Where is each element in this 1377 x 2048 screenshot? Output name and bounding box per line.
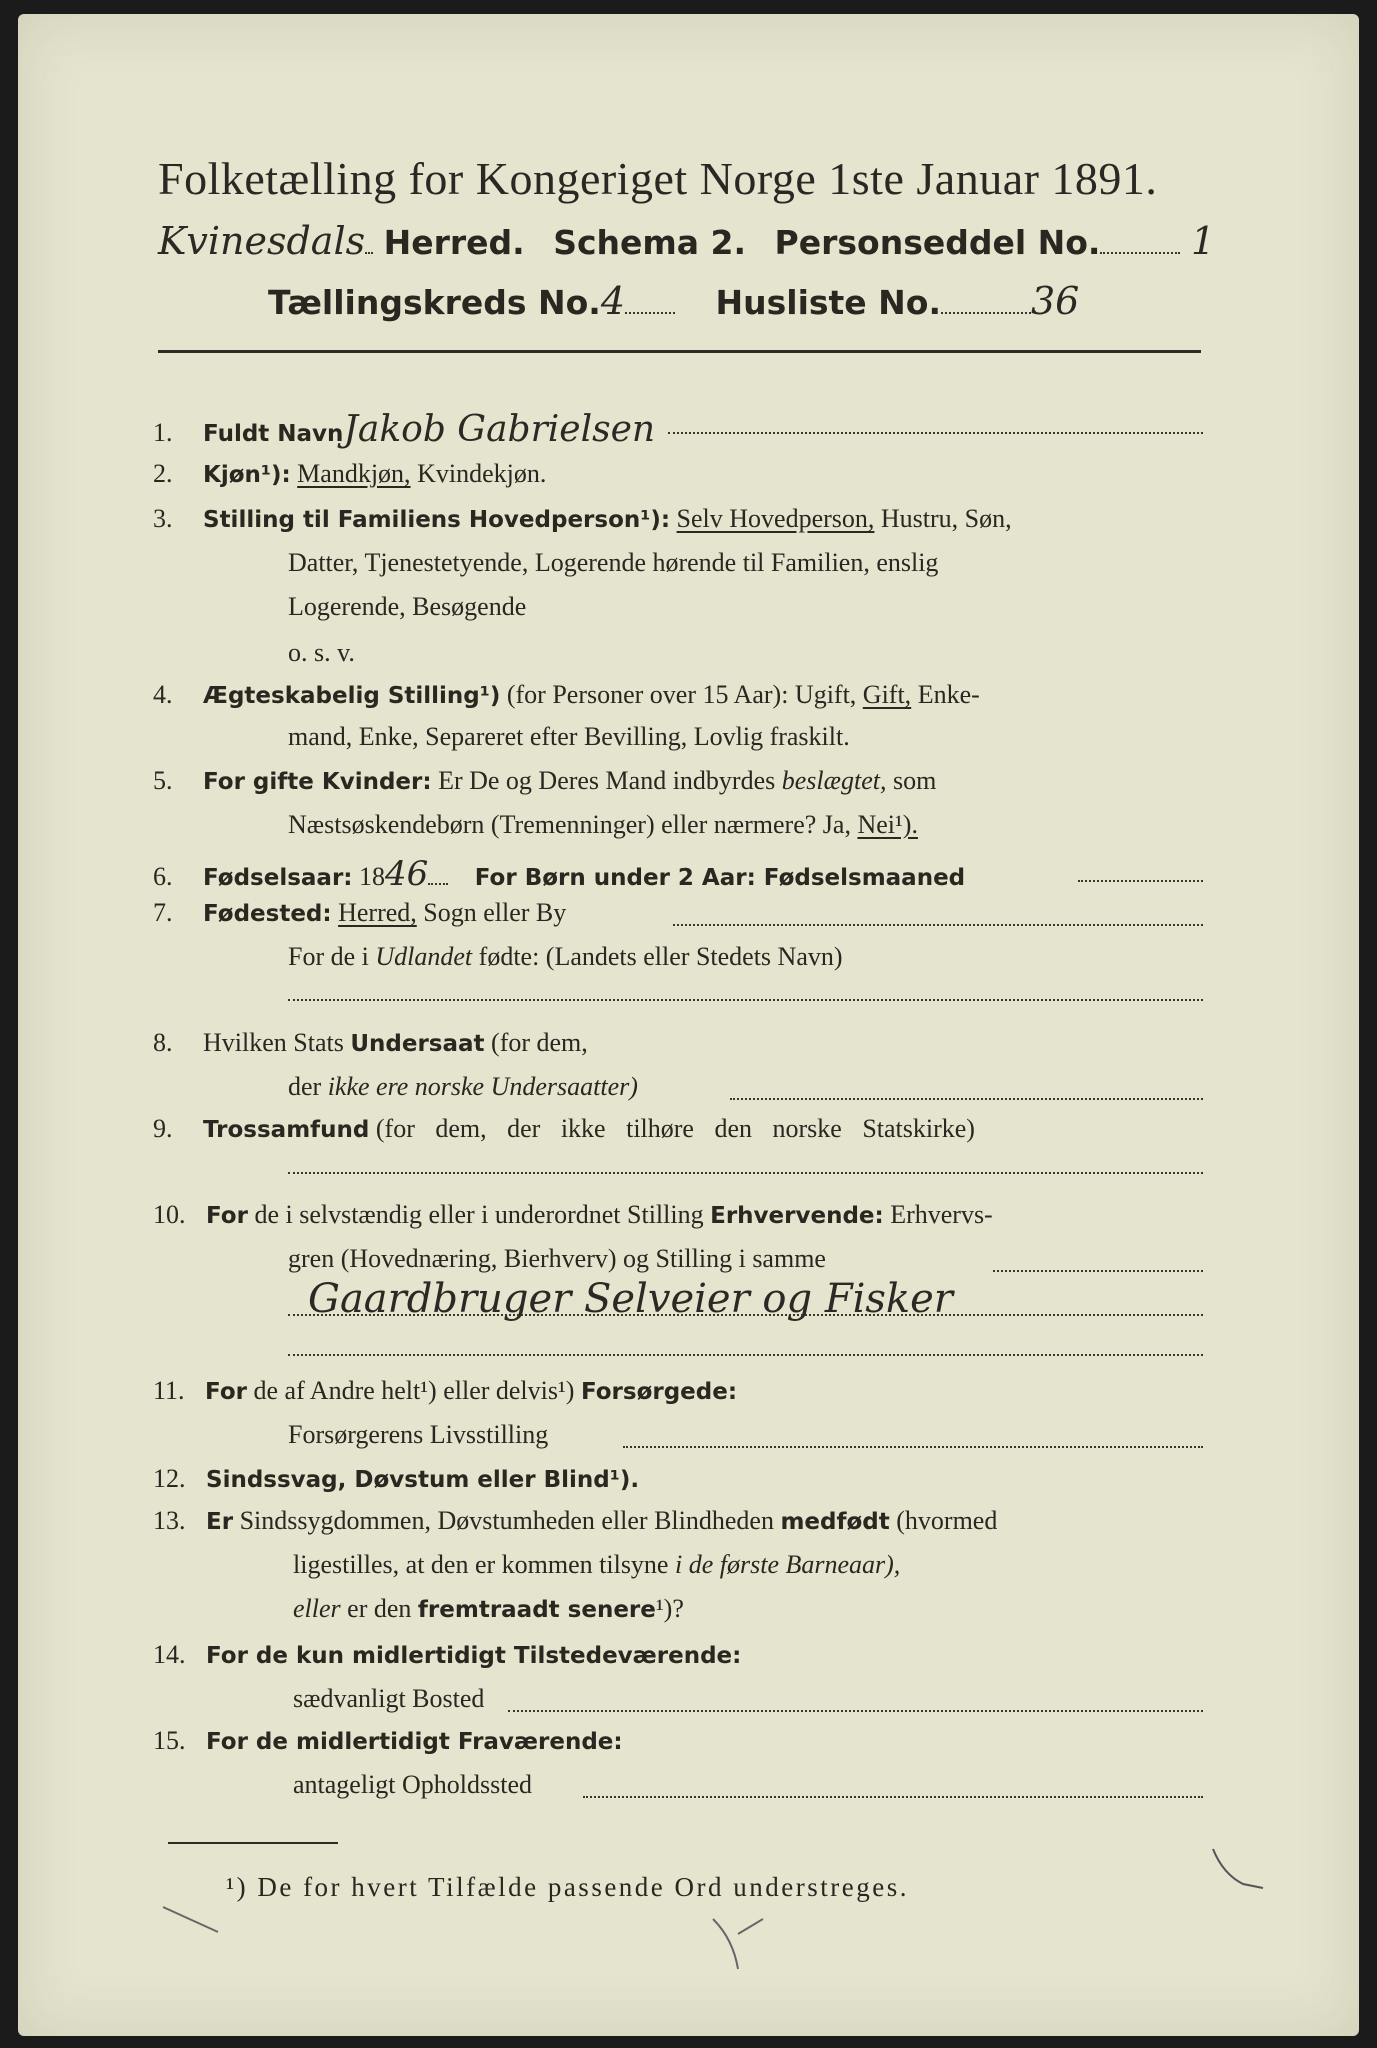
- q9-answer-line: [288, 1172, 1203, 1174]
- q15-number: 15.: [153, 1726, 186, 1755]
- q8-bold: Undersaat: [350, 1031, 485, 1057]
- q8-number: 8.: [153, 1028, 173, 1057]
- q13-line2-row: [293, 1550, 900, 1580]
- q10-row: [153, 1200, 993, 1230]
- q3-line4: o. s. v.: [288, 638, 355, 667]
- q7-dotted-line: [673, 924, 1203, 926]
- q13-line3-bold: fremtraadt senere: [417, 1597, 656, 1623]
- q9-number: 9.: [153, 1114, 173, 1143]
- q10-d: Erhvervs-: [890, 1200, 993, 1229]
- q8-dotted-line: [730, 1098, 1203, 1100]
- q6-value: 46: [385, 854, 429, 894]
- q15-label: For de midlertidigt Fraværende:: [206, 1729, 623, 1755]
- personseddel-value: 1: [1190, 219, 1216, 263]
- q14-row: [153, 1640, 741, 1670]
- footnote: ¹) De for hvert Tilfælde passende Ord understreges.: [226, 1872, 909, 1902]
- q13-line3-row: [293, 1594, 684, 1624]
- q5-text: Er De og Deres Mand indbyrdes: [438, 766, 776, 795]
- q13-line2-italic-2: de første Barneaar),: [688, 1550, 901, 1579]
- q12-row: [153, 1464, 639, 1494]
- pencil-mark-right: [1208, 1844, 1268, 1894]
- herred-value: Kvinesdals: [158, 219, 366, 263]
- herred-label: Herred.: [383, 223, 525, 262]
- q2-option-mandkjon: Mandkjøn,: [297, 459, 411, 488]
- q7-number: 7.: [153, 898, 173, 927]
- q3-line1-rest: Hustru, Søn,: [880, 504, 1012, 533]
- q13-number: 13.: [153, 1506, 186, 1535]
- q9-row: [153, 1114, 975, 1144]
- q5-label: For gifte Kvinder:: [203, 769, 432, 795]
- q13-b: Sindssygdommen, Døvstumheden eller Blindheden: [239, 1506, 774, 1535]
- q1-label: Fuldt Navn: [203, 421, 344, 447]
- q8-label: Hvilken Stats: [203, 1028, 344, 1057]
- q4-row: [153, 680, 980, 710]
- q12-number: 12.: [153, 1464, 186, 1493]
- q4-number: 4.: [153, 680, 173, 709]
- q6-row: [153, 854, 965, 894]
- q13-line3-italic: eller: [293, 1594, 341, 1623]
- q7-line2-b: fødte: (Landets eller Stedets Navn): [478, 942, 843, 971]
- husliste-label: Husliste No.: [715, 283, 941, 322]
- q14-number: 14.: [153, 1640, 186, 1669]
- tellingskreds-value: 4: [600, 279, 625, 323]
- q11-row: [153, 1376, 737, 1406]
- schema-label: Schema 2.: [553, 223, 747, 262]
- tellingskreds-label: Tællingskreds No.: [268, 283, 601, 322]
- q7-line2-row: [288, 942, 843, 972]
- pencil-mark-bottom: [708, 1914, 768, 1974]
- q3-label: Stilling til Familiens Hovedperson¹):: [203, 507, 671, 533]
- q8-row: [153, 1028, 588, 1058]
- q4-option-gift: Gift,: [862, 680, 912, 709]
- q6-dotted-line: [1078, 880, 1203, 882]
- q14-label: For de kun midlertidigt Tilstedeværende:: [206, 1643, 742, 1669]
- q6-number: 6.: [153, 862, 173, 891]
- q10-a: For: [206, 1203, 248, 1229]
- q7-option-herred: Herred,: [338, 898, 417, 927]
- q5-number: 5.: [153, 766, 173, 795]
- q9-rest: (for dem, der ikke tilhøre den norske Statskirke): [375, 1114, 975, 1143]
- q13-line2-a: ligestilles, at den er kommen tilsyne: [293, 1550, 669, 1579]
- q10-number: 10.: [153, 1200, 186, 1229]
- q3-line3: Logerende, Besøgende: [288, 592, 527, 621]
- husliste-value: 36: [1031, 279, 1080, 323]
- q8-line2-italic: ikke ere norske Undersaatter): [327, 1072, 638, 1101]
- header-line-tellingskreds: [268, 279, 1079, 323]
- q10-b: de i selvstændig eller i underordnet Stilling: [254, 1200, 704, 1229]
- q10-value: Gaardbruger Selveier og Fisker: [308, 1276, 953, 1322]
- q6-rest: For Børn under 2 Aar: Fødselsmaaned: [474, 865, 966, 891]
- q11-a: For: [205, 1379, 247, 1405]
- q7-line2-italic: Udlandet: [375, 942, 473, 971]
- q8-line2-a: der: [288, 1072, 322, 1101]
- q5-option-nei: Nei¹).: [857, 810, 918, 839]
- census-form-sheet: [18, 14, 1359, 2036]
- q7-line2-a: For de i: [288, 942, 369, 971]
- q10-answer-line-2: [288, 1354, 1203, 1356]
- q7-answer-line: [288, 999, 1203, 1001]
- q10-line2: gren (Hovednæring, Bierhverv) og Stilling i samme: [288, 1244, 826, 1273]
- q3-option-selv: Selv Hovedperson,: [676, 504, 875, 533]
- q15-row: [153, 1726, 623, 1756]
- q15-line2: antageligt Opholdssted: [293, 1770, 533, 1799]
- q1-number: 1.: [153, 418, 173, 447]
- q4-line2: mand, Enke, Separeret efter Bevilling, Lovlig fraskilt.: [288, 722, 850, 751]
- q5-row: [153, 766, 936, 796]
- q4-text: (for Personer over 15 Aar): Ugift,: [506, 680, 857, 709]
- q13-c: medfødt: [780, 1509, 890, 1535]
- q11-c: Forsørgede:: [580, 1379, 738, 1405]
- q13-a: Er: [206, 1509, 234, 1535]
- footnote-divider: [168, 1842, 338, 1844]
- q9-label: Trossamfund: [203, 1117, 370, 1143]
- q11-line2: Forsørgerens Livsstilling: [288, 1420, 549, 1449]
- q2-option-kvindekjon: Kvindekjøn.: [417, 459, 547, 488]
- q13-line3-c: ¹)?: [655, 1594, 684, 1623]
- q13-line3-a: er den: [347, 1594, 412, 1623]
- q1-row: [153, 409, 655, 450]
- q6-label: Fødselsaar:: [203, 865, 353, 891]
- q7-row: [153, 898, 566, 928]
- q11-b: de af Andre helt¹) eller delvis¹): [253, 1376, 575, 1405]
- q1-dotted-line: [668, 432, 1203, 434]
- q2-number: 2.: [153, 459, 173, 488]
- q14-line2: sædvanligt Bosted: [293, 1684, 485, 1713]
- q13-d: (hvormed: [896, 1506, 998, 1535]
- q10-dotted-line: [993, 1270, 1203, 1272]
- q4-label: Ægteskabelig Stilling¹): [203, 683, 501, 709]
- q7-rest: Sogn eller By: [423, 898, 567, 927]
- q11-number: 11.: [153, 1376, 185, 1405]
- q6-prefix: 18: [359, 862, 385, 891]
- pencil-mark-left: [158, 1902, 228, 1942]
- q8-line2-row: [288, 1072, 638, 1102]
- q5-italic: beslægtet,: [781, 766, 887, 795]
- q10-answer-line-1: [288, 1314, 1203, 1316]
- q2-row: [153, 459, 546, 489]
- q3-line2: Datter, Tjenestetyende, Logerende hørende til Familien, enslig: [288, 548, 939, 577]
- q12-label: Sindssvag, Døvstum eller Blind¹).: [206, 1467, 640, 1493]
- form-title: Folketælling for Kongeriget Norge 1ste Januar 1891.: [158, 153, 1158, 204]
- q3-number: 3.: [153, 504, 173, 533]
- q5-rest: som: [892, 766, 937, 795]
- q11-dotted-line: [623, 1446, 1203, 1448]
- q5-line2: Næstsøskendebørn (Tremenninger) eller nærmere? Ja,: [288, 810, 851, 839]
- q3-row: [153, 504, 1012, 534]
- q7-label: Fødested:: [203, 901, 332, 927]
- q14-dotted-line: [508, 1710, 1203, 1712]
- q10-c: Erhvervende:: [710, 1203, 884, 1229]
- personseddel-label: Personseddel No.: [774, 223, 1101, 262]
- q4-rest: Enke-: [917, 680, 980, 709]
- q8-rest: (for dem,: [491, 1028, 588, 1057]
- q13-line2-italic-1: i: [674, 1550, 683, 1579]
- header-divider: [158, 350, 1201, 353]
- q2-label: Kjøn¹):: [203, 462, 291, 488]
- q1-value: Jakob Gabrielsen: [343, 409, 656, 450]
- header-line-herred: [158, 219, 1215, 263]
- q13-row: [153, 1506, 997, 1536]
- q15-dotted-line: [583, 1796, 1203, 1798]
- q5-line2-row: [288, 810, 918, 840]
